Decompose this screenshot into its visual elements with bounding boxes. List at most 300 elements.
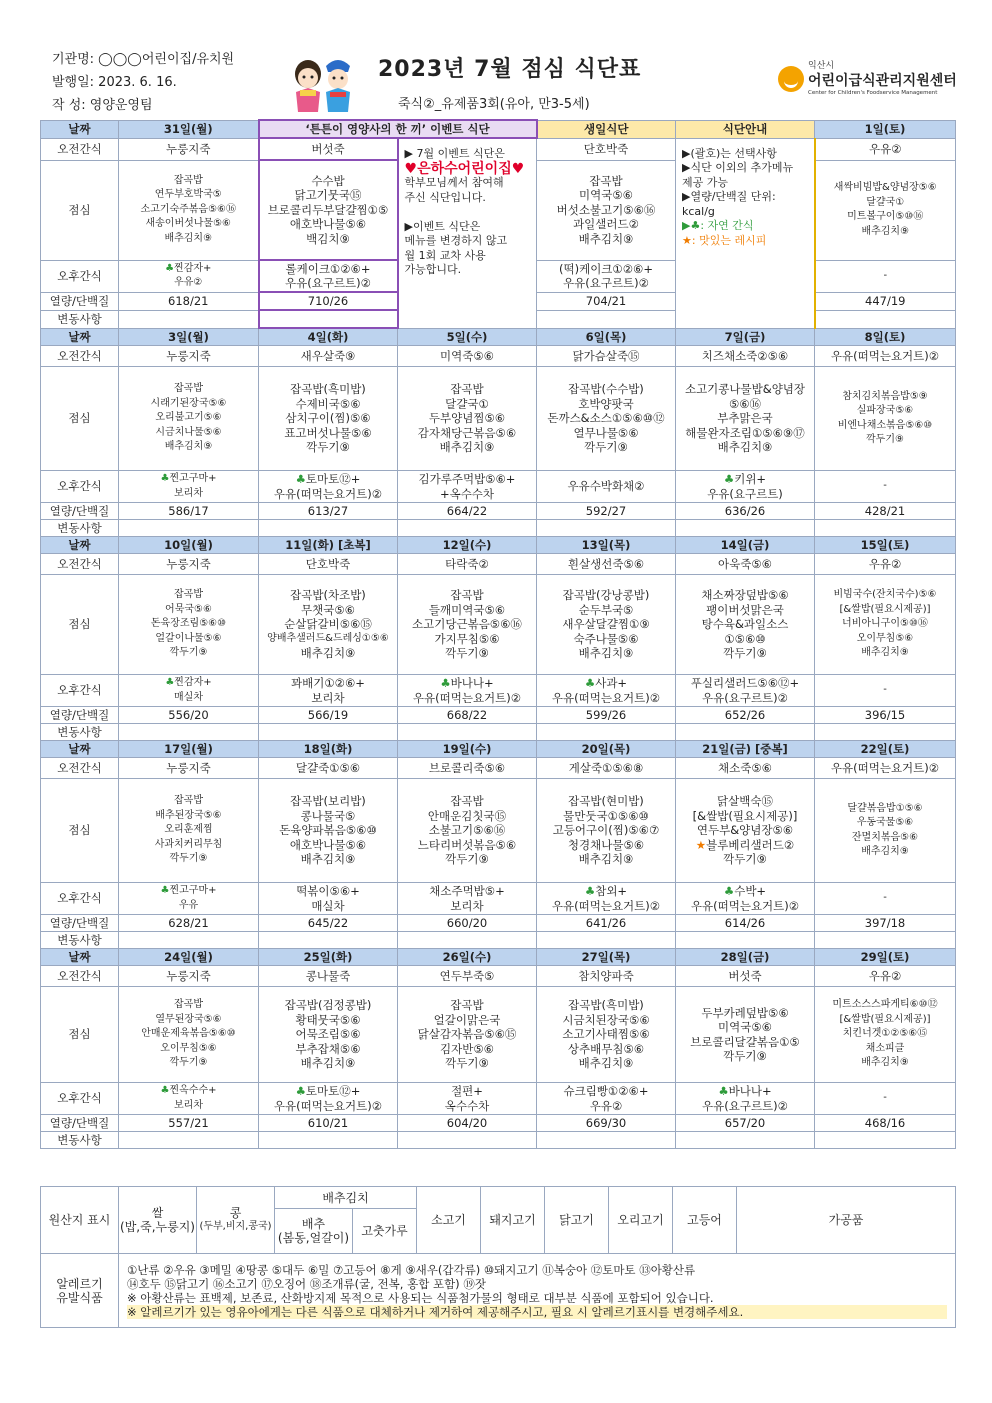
- lunch-menu: [259, 367, 398, 471]
- am-snack: 참치양파죽: [537, 966, 676, 987]
- pm-line: 우유(요구르트)②: [563, 276, 649, 290]
- row-label-chg: 변동사항: [41, 520, 119, 537]
- lunch-menu: [398, 575, 537, 675]
- am-snack: 미역죽⑤⑥: [398, 346, 537, 367]
- lunch-line: 수제비국⑤⑥: [295, 396, 361, 411]
- pm-line: 보리차: [450, 898, 484, 913]
- event-note-line: ▶이벤트 식단은: [404, 219, 481, 233]
- origin-chicken: 닭고기: [545, 1187, 609, 1254]
- row-label-chg: 변동사항: [41, 932, 119, 949]
- lunch-line: 우동국물⑤⑥: [856, 817, 914, 828]
- lunch-menu: [676, 367, 815, 471]
- pm-snack: [537, 260, 676, 292]
- lunch-line: 오이무침⑤⑥: [856, 632, 914, 644]
- changes-cell: [537, 724, 676, 741]
- lunch-line: 잡곡밥(흑미밥): [290, 382, 366, 397]
- pm-line: 우유수박화채②: [567, 479, 645, 494]
- day-header: 24일(월): [119, 949, 259, 966]
- lunch-line: 소고기당근볶음⑤⑥⑯: [412, 617, 522, 632]
- lunch-line: [&쌀밥(필요시제공)]: [692, 808, 798, 823]
- lunch-line: 배추김치⑨: [717, 440, 773, 455]
- am-snack: 아욱죽⑤⑥: [676, 554, 815, 575]
- header-info: [52, 48, 234, 117]
- row-label-kcal: 열량/단백질: [41, 292, 119, 310]
- day-header: 25일(화): [259, 949, 398, 966]
- am-snack: 새우살죽⑨: [259, 346, 398, 367]
- event-note-line: 주신 식단입니다.: [404, 190, 486, 204]
- lunch-line: 깍두기⑨: [169, 1057, 208, 1069]
- lunch-line: 실파장국⑤⑥: [856, 405, 914, 416]
- lunch-line: 감자채당근볶음⑤⑥: [417, 425, 517, 440]
- lunch-line: 청경채나물⑤⑥: [567, 837, 645, 852]
- lunch-menu: [398, 987, 537, 1083]
- am-snack: 우유②: [815, 966, 956, 987]
- lunch-line: ⑤⑥⑯: [728, 396, 762, 411]
- row-label-lunch: 점심: [41, 779, 119, 883]
- lunch-line: 열무된장국⑤⑥: [155, 1013, 222, 1025]
- event-note: [398, 138, 537, 328]
- lunch-line: 어묵조림⑤⑥: [295, 1027, 361, 1042]
- lunch-line: 콩나물국⑤: [300, 808, 356, 823]
- changes-cell: [119, 520, 259, 537]
- changes-cell: [398, 932, 537, 949]
- lunch-line: 연두부호박국⑤: [154, 189, 222, 201]
- am-snack: 누룽지죽: [119, 554, 259, 575]
- day-header: 1일(토): [815, 120, 956, 138]
- lunch-line: 닭살백숙⑮: [717, 794, 773, 809]
- lunch-line: 돈육양파볶음⑤⑥⑩: [279, 823, 377, 838]
- pm-snack: [815, 260, 956, 292]
- am-snack: 채소죽⑤⑥: [676, 758, 815, 779]
- guide-line: ▶식단 이외의 추가메뉴: [682, 161, 794, 174]
- lunch-line: 부추맑은국: [717, 411, 773, 426]
- lunch-line: 잡곡밥: [174, 999, 203, 1011]
- lunch-menu: [676, 575, 815, 675]
- lunch-line: 배추김치⑨: [300, 1056, 356, 1071]
- lunch-line: 사과치커리무침: [154, 838, 223, 850]
- pm-line: ♣참외+: [584, 884, 628, 898]
- pm-line: ♣찐옥수수+: [160, 1085, 217, 1096]
- am-snack: 콩나물죽: [259, 966, 398, 987]
- energy-protein: 657/20: [676, 1115, 815, 1132]
- lunch-line: 삼치구이(찜)⑤⑥: [285, 411, 371, 426]
- day-header: 22일(토): [815, 741, 956, 758]
- lunch-line: 배추김치⑨: [861, 225, 910, 237]
- am-snack: 달걀죽①⑤⑥: [259, 758, 398, 779]
- changes-cell: [815, 310, 956, 328]
- pm-snack: [815, 675, 956, 707]
- page-title: 2023년 7월 점심 식단표: [378, 57, 642, 82]
- lunch-line: 부추잡채⑤⑥: [295, 1041, 361, 1056]
- lunch-line: 소고기콩나물밥&양념장: [684, 382, 806, 397]
- lunch-line: 깍두기⑨: [584, 440, 628, 455]
- lunch-line: 김자반⑤⑥: [440, 1041, 494, 1056]
- am-snack: 브로콜리죽⑤⑥: [398, 758, 537, 779]
- lunch-line: 새싹비빔밥&양념장⑤⑥: [833, 182, 937, 193]
- day-header: 6일(목): [537, 328, 676, 346]
- pm-line: 우유(요구르트)②: [702, 690, 788, 705]
- pm-line: 우유(요구르트): [707, 486, 783, 501]
- changes-cell: [537, 520, 676, 537]
- lunch-line: 순살닭갈비⑤⑥⑮: [284, 617, 372, 632]
- changes-cell: [259, 310, 398, 328]
- row-label-am: 오전간식: [41, 138, 119, 160]
- lunch-line: 잡곡밥: [174, 795, 203, 807]
- lunch-line: 깍두기⑨: [723, 852, 767, 867]
- pm-line: 우유(요구르트)②: [702, 1098, 788, 1113]
- pm-snack: [537, 883, 676, 915]
- lunch-menu: [119, 987, 259, 1083]
- changes-cell: [815, 1132, 956, 1149]
- day-header: 13일(목): [537, 537, 676, 554]
- guide-line: ▶(괄호)는 선택사항: [682, 146, 777, 160]
- lunch-line: 달걀국①: [866, 196, 905, 208]
- lunch-line: 미트소스스파게티⑥⑩⑫: [832, 999, 938, 1011]
- pm-snack: [815, 1083, 956, 1115]
- am-snack: 우유(떠먹는요거트)②: [815, 758, 956, 779]
- lunch-line: 과일샐러드②: [573, 217, 639, 232]
- row-label-date: 날짜: [41, 120, 119, 138]
- lunch-line: 고등어구이(찜)⑤⑥⑦: [552, 823, 660, 838]
- lunch-line: 너비아니구이⑤⑩⑯: [842, 618, 928, 630]
- pm-line: ♣토마토⑫+: [295, 1084, 361, 1098]
- guide-line: ★: 맛있는 레시피: [682, 233, 767, 247]
- origin-label: 원산지 표시: [41, 1187, 119, 1254]
- pm-line: -: [883, 892, 887, 904]
- energy-protein: 652/26: [676, 707, 815, 724]
- am-snack: 버섯죽: [676, 966, 815, 987]
- pm-line: (떡)케이크①②⑥+: [559, 261, 653, 276]
- lunch-line: 양배추샐러드&드레싱①⑤⑥: [267, 632, 389, 644]
- lunch-line: 순두부국⑤: [578, 602, 634, 617]
- pm-snack: [676, 1083, 815, 1115]
- lunch-line: 수수밥: [311, 173, 345, 188]
- lunch-line: [&쌀밥(필요시제공)]: [839, 1013, 931, 1025]
- energy-protein: 660/20: [398, 915, 537, 932]
- origin-beef: 소고기: [417, 1187, 481, 1254]
- origin-bean: 콩 (두부,비지,콩국): [197, 1187, 275, 1254]
- lunch-line: 호박양팟국: [578, 396, 634, 411]
- pm-line: ♣수박+: [723, 884, 767, 898]
- lunch-line: 깍두기⑨: [445, 646, 489, 661]
- pm-line: 매실차: [174, 691, 203, 703]
- lunch-line: 물만둣국①⑤⑥⑩: [563, 808, 649, 823]
- day-header: 14일(금): [676, 537, 815, 554]
- lunch-line: 채소짜장덮밥⑤⑥: [701, 588, 789, 603]
- pm-snack: [537, 675, 676, 707]
- lunch-line: 돈까스&소스①⑤⑥⑩⑫: [547, 411, 665, 426]
- lunch-line: 배추김치⑨: [578, 231, 634, 246]
- day-header: 12일(수): [398, 537, 537, 554]
- lunch-line: 잡곡밥(강낭콩밥): [562, 588, 650, 603]
- lunch-menu: [815, 160, 956, 260]
- day-header: 3일(월): [119, 328, 259, 346]
- lunch-line: 소고기숙주볶음⑤⑥⑯: [140, 203, 237, 215]
- row-label-lunch: 점심: [41, 367, 119, 471]
- menu-table: [40, 119, 956, 1149]
- pm-line: ♣찐고구마+: [160, 885, 217, 896]
- day-header: 28일(금): [676, 949, 815, 966]
- row-label-kcal: 열량/단백질: [41, 915, 119, 932]
- lunch-line: 잡곡밥: [174, 383, 203, 395]
- lunch-line: 잡곡밥: [450, 998, 484, 1013]
- pm-line: 우유(떠먹는요거트)②: [273, 1098, 383, 1113]
- row-label-am: 오전간식: [41, 758, 119, 779]
- lunch-menu: [537, 779, 676, 883]
- am-snack: 우유②: [815, 554, 956, 575]
- pm-snack: [398, 1083, 537, 1115]
- lunch-line: 배추김치⑨: [300, 852, 356, 867]
- lunch-line: [&쌀밥(필요시제공)]: [839, 603, 931, 615]
- changes-cell: [119, 724, 259, 741]
- am-snack: 단호박죽: [259, 554, 398, 575]
- pm-line: 꽈배기①②⑥+: [291, 676, 365, 690]
- pm-line: 보리차: [311, 690, 345, 705]
- logo-name: 어린이급식관리지원센터: [808, 73, 957, 89]
- lunch-line: 깍두기⑨: [169, 853, 208, 865]
- lunch-line: 얼갈이맑은국: [433, 1012, 501, 1027]
- lunch-line: ★블루베리샐러드②: [695, 837, 795, 852]
- pm-snack: [119, 883, 259, 915]
- lunch-line: 깍두기⑨: [445, 1056, 489, 1071]
- lunch-line: 비빔국수(잔치국수)⑤⑥: [833, 589, 937, 601]
- lunch-line: 배추김치⑨: [164, 232, 213, 244]
- am-snack: 흰살생선죽⑤⑥: [537, 554, 676, 575]
- pm-line: 우유②: [174, 277, 203, 288]
- pm-line: ♣바나나+: [440, 676, 494, 690]
- am-snack: 치즈채소죽②⑤⑥: [676, 346, 815, 367]
- lunch-line: 비엔나채소볶음⑤⑥⑩: [837, 419, 933, 431]
- pm-line: 롤케이크①②⑥+: [285, 261, 371, 276]
- lunch-line: 배추김치⑨: [439, 440, 495, 455]
- am-snack: 우유②: [815, 138, 956, 160]
- day-header: 17일(월): [119, 741, 259, 758]
- row-label-am: 오전간식: [41, 966, 119, 987]
- lunch-line: 안매운김칫국⑮: [427, 808, 507, 823]
- lunch-line: 소불고기⑤⑥⑯: [428, 823, 506, 838]
- row-label-pm: 오후간식: [41, 1083, 119, 1115]
- lunch-line: 백김치⑨: [306, 231, 350, 246]
- energy-protein: 641/26: [537, 915, 676, 932]
- lunch-line: 애호박나물⑤⑥: [289, 837, 367, 852]
- changes-cell: [259, 932, 398, 949]
- pm-line: 우유(떠먹는요거트)②: [551, 690, 661, 705]
- changes-cell: [537, 932, 676, 949]
- lunch-line: 잡곡밥: [174, 589, 203, 601]
- lunch-menu: [537, 575, 676, 675]
- pm-line: 보리차: [174, 1099, 203, 1111]
- pm-snack: [815, 471, 956, 503]
- pm-line: 푸실리샐러드⑤⑥⑫+: [690, 676, 800, 690]
- pm-line: 우유(떠먹는요거트)②: [551, 898, 661, 913]
- pm-line: ♣찐감자+: [165, 677, 212, 688]
- day-header: 7일(금): [676, 328, 815, 346]
- lunch-line: 열무나물⑤⑥: [573, 425, 639, 440]
- energy-protein: 664/22: [398, 503, 537, 520]
- energy-protein: 636/26: [676, 503, 815, 520]
- pm-snack: [119, 1083, 259, 1115]
- changes-cell: [676, 1132, 815, 1149]
- lunch-line: 배추김치⑨: [164, 441, 213, 453]
- lunch-line: 탕수육&과일소스: [701, 617, 789, 632]
- lunch-menu: [119, 779, 259, 883]
- row-label-chg: 변동사항: [41, 1132, 119, 1149]
- changes-cell: [259, 724, 398, 741]
- pm-line: -: [883, 1092, 887, 1104]
- pm-snack: [259, 675, 398, 707]
- origin-processed: 가공품: [737, 1187, 956, 1254]
- lunch-line: 숙주나물⑤⑥: [573, 631, 639, 646]
- lunch-line: 잡곡밥(흑미밥): [568, 998, 644, 1013]
- changes-cell: [537, 310, 676, 328]
- pm-line: 우유: [178, 899, 199, 911]
- mascot-illustration: [288, 52, 358, 114]
- day-header: 18일(화): [259, 741, 398, 758]
- pm-line: 채소주먹밥⑤+: [429, 884, 505, 898]
- lunch-line: 깍두기⑨: [723, 1049, 767, 1063]
- energy-protein: 557/21: [119, 1115, 259, 1132]
- am-snack: 누룽지죽: [119, 758, 259, 779]
- lunch-menu: [676, 779, 815, 883]
- origin-allergy-table: [40, 1186, 956, 1328]
- day-header: 5일(수): [398, 328, 537, 346]
- am-snack: 타락죽②: [398, 554, 537, 575]
- energy-protein: 614/26: [676, 915, 815, 932]
- pm-snack: [398, 471, 537, 503]
- pm-snack: [676, 883, 815, 915]
- author: 작 성: 영양운영팀: [52, 98, 153, 113]
- lunch-line: 브로콜리달걀볶음①⑤: [690, 1034, 800, 1049]
- lunch-line: ①⑤⑥⑩: [724, 631, 766, 646]
- energy-protein: 628/21: [119, 915, 259, 932]
- row-label-date: 날짜: [41, 328, 119, 346]
- changes-cell: [815, 724, 956, 741]
- energy-protein: 556/20: [119, 707, 259, 724]
- day-header: 31일(월): [119, 120, 259, 138]
- lunch-line: 시금치나물⑤⑥: [155, 426, 222, 438]
- row-label-lunch: 점심: [41, 987, 119, 1083]
- energy-protein: 428/21: [815, 503, 956, 520]
- pm-line: 우유(떠먹는요거트)②: [690, 898, 800, 913]
- pm-line: +옥수수차: [439, 486, 495, 501]
- lunch-line: 들깨미역국⑤⑥: [428, 602, 506, 617]
- energy-protein: 468/16: [815, 1115, 956, 1132]
- row-label-pm: 오후간식: [41, 675, 119, 707]
- lunch-line: 깍두기⑨: [169, 647, 208, 659]
- pm-snack: [398, 675, 537, 707]
- energy-protein: 668/22: [398, 707, 537, 724]
- origin-duck: 오리고기: [609, 1187, 673, 1254]
- am-snack: 누룽지죽: [119, 138, 259, 160]
- day-header: 4일(화): [259, 328, 398, 346]
- lunch-line: 브로콜리두부달걀찜①⑤: [267, 202, 389, 217]
- row-label-lunch: 점심: [41, 160, 119, 260]
- lunch-menu: [398, 367, 537, 471]
- changes-cell: [815, 932, 956, 949]
- day-header: 26일(수): [398, 949, 537, 966]
- lunch-line: 닭살감자볶음⑤⑥⑮: [417, 1027, 517, 1042]
- pm-snack: [259, 471, 398, 503]
- event-note-line: 메뉴를 변경하지 않고: [404, 234, 508, 247]
- lunch-line: 잡곡밥: [450, 588, 484, 603]
- pm-line: -: [883, 684, 887, 696]
- origin-rice: 쌀 (밥,죽,누룽지): [119, 1187, 197, 1254]
- lunch-menu: [815, 987, 956, 1083]
- lunch-line: 깍두기⑨: [866, 434, 904, 445]
- day-header: 10일(월): [119, 537, 259, 554]
- day-header: 19일(수): [398, 741, 537, 758]
- lunch-line: 느타리버섯볶음⑤⑥: [417, 837, 517, 852]
- pm-snack: [537, 471, 676, 503]
- lunch-line: 잡곡밥: [589, 173, 623, 188]
- institution-name: 기관명: ◯◯◯어린이집/유치원: [52, 52, 235, 67]
- pm-line: 우유(요구르트)②: [285, 276, 371, 290]
- lunch-line: 시래기된장국⑤⑥: [150, 397, 227, 409]
- day-header: 11일(화) [초복]: [259, 537, 398, 554]
- day-header: 29일(토): [815, 949, 956, 966]
- lunch-line: 배추김치⑨: [861, 647, 909, 659]
- day-header: 8일(토): [815, 328, 956, 346]
- pm-snack: [259, 1083, 398, 1115]
- pm-line: 보리차: [174, 487, 203, 499]
- energy-protein: 566/19: [259, 707, 398, 724]
- pm-line: -: [883, 480, 887, 492]
- lunch-line: 배추김치⑨: [578, 852, 634, 867]
- pm-line: -: [883, 269, 888, 281]
- pm-line: 우유(떠먹는요거트)②: [273, 486, 383, 501]
- lunch-line: 두부카레덮밥⑤⑥: [701, 1005, 789, 1020]
- lunch-menu: [398, 779, 537, 883]
- day-header: 15일(토): [815, 537, 956, 554]
- am-snack: 누룽지죽: [119, 966, 259, 987]
- pm-snack: [259, 883, 398, 915]
- page-subtitle: 죽식②_유제품3회(유아, 만3-5세): [398, 97, 590, 112]
- lunch-line: 가지무침⑤⑥: [434, 631, 500, 646]
- energy-protein: 618/21: [119, 292, 259, 310]
- lunch-line: 치킨너겟①②⑤⑥⑮: [842, 1028, 928, 1040]
- pm-line: ♣찐감자+: [165, 262, 212, 274]
- changes-cell: [119, 310, 259, 328]
- origin-pork: 돼지고기: [481, 1187, 545, 1254]
- changes-cell: [259, 520, 398, 537]
- lunch-line: 잡곡밥: [173, 174, 203, 186]
- lunch-line: 새우살달걀찜①⑨: [562, 617, 650, 632]
- energy-protein: 397/18: [815, 915, 956, 932]
- row-label-date: 날짜: [41, 949, 119, 966]
- lunch-line: 잡곡밥(차조밥): [290, 588, 366, 603]
- lunch-line: 배추김치⑨: [300, 646, 356, 661]
- pm-snack: [119, 260, 259, 292]
- lunch-line: 어묵국⑤⑥: [165, 603, 212, 615]
- row-label-kcal: 열량/단백질: [41, 1115, 119, 1132]
- guide-line: 제공 가능: [682, 175, 729, 189]
- energy-protein: 710/26: [259, 292, 398, 310]
- lunch-line: 팽이버섯맑은국: [706, 602, 784, 617]
- lunch-line: 얼갈이나물⑤⑥: [155, 632, 222, 644]
- day-header: 생일식단: [537, 120, 676, 138]
- lunch-line: 해물완자조림①⑤⑥⑨⑰: [685, 425, 805, 440]
- pm-line: 우유(떠먹는요거트)②: [412, 690, 522, 705]
- energy-protein: 604/20: [398, 1115, 537, 1132]
- lunch-line: 닭고기뭇국⑮: [294, 188, 362, 203]
- lunch-line: 잡곡밥(현미밥): [568, 794, 644, 809]
- row-label-am: 오전간식: [41, 554, 119, 575]
- day-header: 20일(목): [537, 741, 676, 758]
- row-label-kcal: 열량/단백질: [41, 707, 119, 724]
- row-label-lunch: 점심: [41, 575, 119, 675]
- lunch-line: 잡곡밥: [450, 794, 484, 809]
- lunch-menu: [537, 987, 676, 1083]
